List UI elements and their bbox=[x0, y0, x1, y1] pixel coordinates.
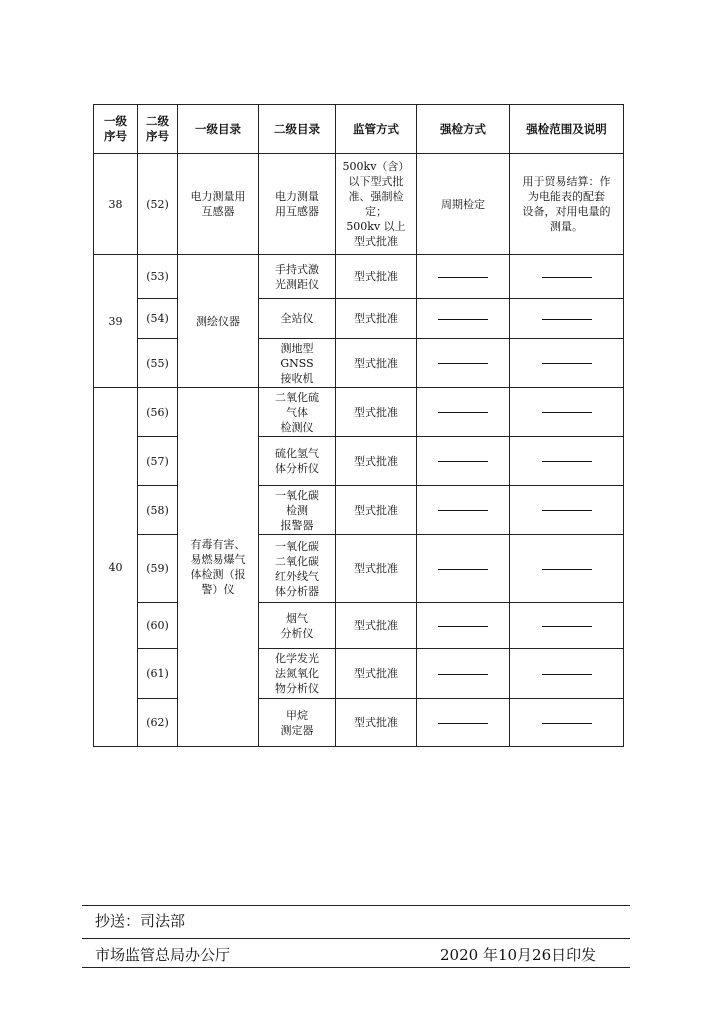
level2-catalog: 烟气 分析仪 bbox=[259, 603, 336, 649]
supervision-method: 型式批准 bbox=[336, 649, 417, 699]
table-row bbox=[94, 299, 624, 339]
level2-catalog: 电力测量 用互感器 bbox=[259, 154, 336, 255]
header-inspection: 强检方式 bbox=[417, 105, 510, 154]
level2-catalog: 甲烷 测定器 bbox=[259, 699, 336, 747]
header-scope: 强检范围及说明 bbox=[510, 105, 624, 154]
supervision-method: 型式批准 bbox=[336, 339, 417, 388]
level2-no: (52) bbox=[138, 154, 178, 255]
inspection-method bbox=[417, 649, 510, 699]
scope-note bbox=[510, 699, 624, 747]
supervision-method: 型式批准 bbox=[336, 699, 417, 747]
inspection-method bbox=[417, 339, 510, 388]
table-row bbox=[94, 699, 624, 747]
level2-no: (62) bbox=[138, 699, 178, 747]
level1-catalog: 电力测量用 互感器 bbox=[178, 154, 259, 255]
cc-recipients: 抄送：司法部 bbox=[95, 912, 186, 930]
level2-catalog: 一氧化碳 二氧化碳 红外线气 体分析器 bbox=[259, 535, 336, 603]
table-row bbox=[94, 603, 624, 649]
level2-catalog: 硫化氢气 体分析仪 bbox=[259, 437, 336, 486]
header-level1-no: 一级 序号 bbox=[94, 105, 138, 154]
footer-middle-rule bbox=[82, 938, 630, 939]
inspection-method bbox=[417, 388, 510, 437]
table-row bbox=[94, 486, 624, 535]
level1-catalog: 有毒有害、 易燃易爆气 体检测（报 警）仪 bbox=[178, 388, 259, 747]
footer-bottom-rule bbox=[82, 967, 630, 968]
level2-no: (59) bbox=[138, 535, 178, 603]
level1-no: 40 bbox=[94, 388, 138, 747]
level2-catalog: 手持式激 光测距仪 bbox=[259, 255, 336, 299]
table-row bbox=[94, 154, 624, 255]
supervision-method: 500kv（含） 以下型式批 准、强制检 定； 500kv 以上 型式批准 bbox=[336, 154, 417, 255]
inspection-method bbox=[417, 699, 510, 747]
supervision-method: 型式批准 bbox=[336, 437, 417, 486]
scope-note bbox=[510, 437, 624, 486]
inspection-method bbox=[417, 486, 510, 535]
scope-note bbox=[510, 388, 624, 437]
supervision-method: 型式批准 bbox=[336, 299, 417, 339]
level2-no: (58) bbox=[138, 486, 178, 535]
header-row bbox=[94, 105, 624, 154]
level2-catalog: 二氧化硫 气体 检测仪 bbox=[259, 388, 336, 437]
scope-note bbox=[510, 486, 624, 535]
inspection-method bbox=[417, 535, 510, 603]
supervision-method: 型式批准 bbox=[336, 603, 417, 649]
table-row bbox=[94, 388, 624, 437]
issuing-office: 市场监管总局办公厅 bbox=[95, 946, 231, 964]
header-level1-catalog: 一级目录 bbox=[178, 105, 259, 154]
level2-catalog: 全站仪 bbox=[259, 299, 336, 339]
scope-note bbox=[510, 299, 624, 339]
supervision-method: 型式批准 bbox=[336, 388, 417, 437]
scope-note bbox=[510, 649, 624, 699]
table-row bbox=[94, 255, 624, 299]
level2-no: (53) bbox=[138, 255, 178, 299]
level2-no: (60) bbox=[138, 603, 178, 649]
scope-note bbox=[510, 603, 624, 649]
level2-no: (61) bbox=[138, 649, 178, 699]
footer-top-rule bbox=[82, 905, 630, 906]
issue-date: 2020 年10月26日印发 bbox=[440, 946, 597, 964]
inspection-method bbox=[417, 603, 510, 649]
scope-note: 用于贸易结算：作 为电能表的配套 设备，对用电量的 测量。 bbox=[510, 154, 624, 255]
level2-catalog: 一氧化碳 检测 报警器 bbox=[259, 486, 336, 535]
scope-note bbox=[510, 339, 624, 388]
supervision-method: 型式批准 bbox=[336, 535, 417, 603]
scope-note bbox=[510, 255, 624, 299]
scope-note bbox=[510, 535, 624, 603]
level1-catalog: 测绘仪器 bbox=[178, 255, 259, 388]
table-row bbox=[94, 339, 624, 388]
table-row bbox=[94, 437, 624, 486]
level1-no: 38 bbox=[94, 154, 138, 255]
inspection-method bbox=[417, 255, 510, 299]
table-row bbox=[94, 649, 624, 699]
level2-no: (57) bbox=[138, 437, 178, 486]
level2-catalog: 测地型 GNSS 接收机 bbox=[259, 339, 336, 388]
inspection-method: 周期检定 bbox=[417, 154, 510, 255]
inspection-method bbox=[417, 437, 510, 486]
level2-no: (56) bbox=[138, 388, 178, 437]
header-supervision: 监管方式 bbox=[336, 105, 417, 154]
level1-no: 39 bbox=[94, 255, 138, 388]
catalog-table bbox=[93, 104, 624, 747]
level2-catalog: 化学发光 法氮氧化 物分析仪 bbox=[259, 649, 336, 699]
header-level2-no: 二级 序号 bbox=[138, 105, 178, 154]
supervision-method: 型式批准 bbox=[336, 486, 417, 535]
inspection-method bbox=[417, 299, 510, 339]
level2-no: (55) bbox=[138, 339, 178, 388]
level2-no: (54) bbox=[138, 299, 178, 339]
supervision-method: 型式批准 bbox=[336, 255, 417, 299]
header-level2-catalog: 二级目录 bbox=[259, 105, 336, 154]
table-row bbox=[94, 535, 624, 603]
